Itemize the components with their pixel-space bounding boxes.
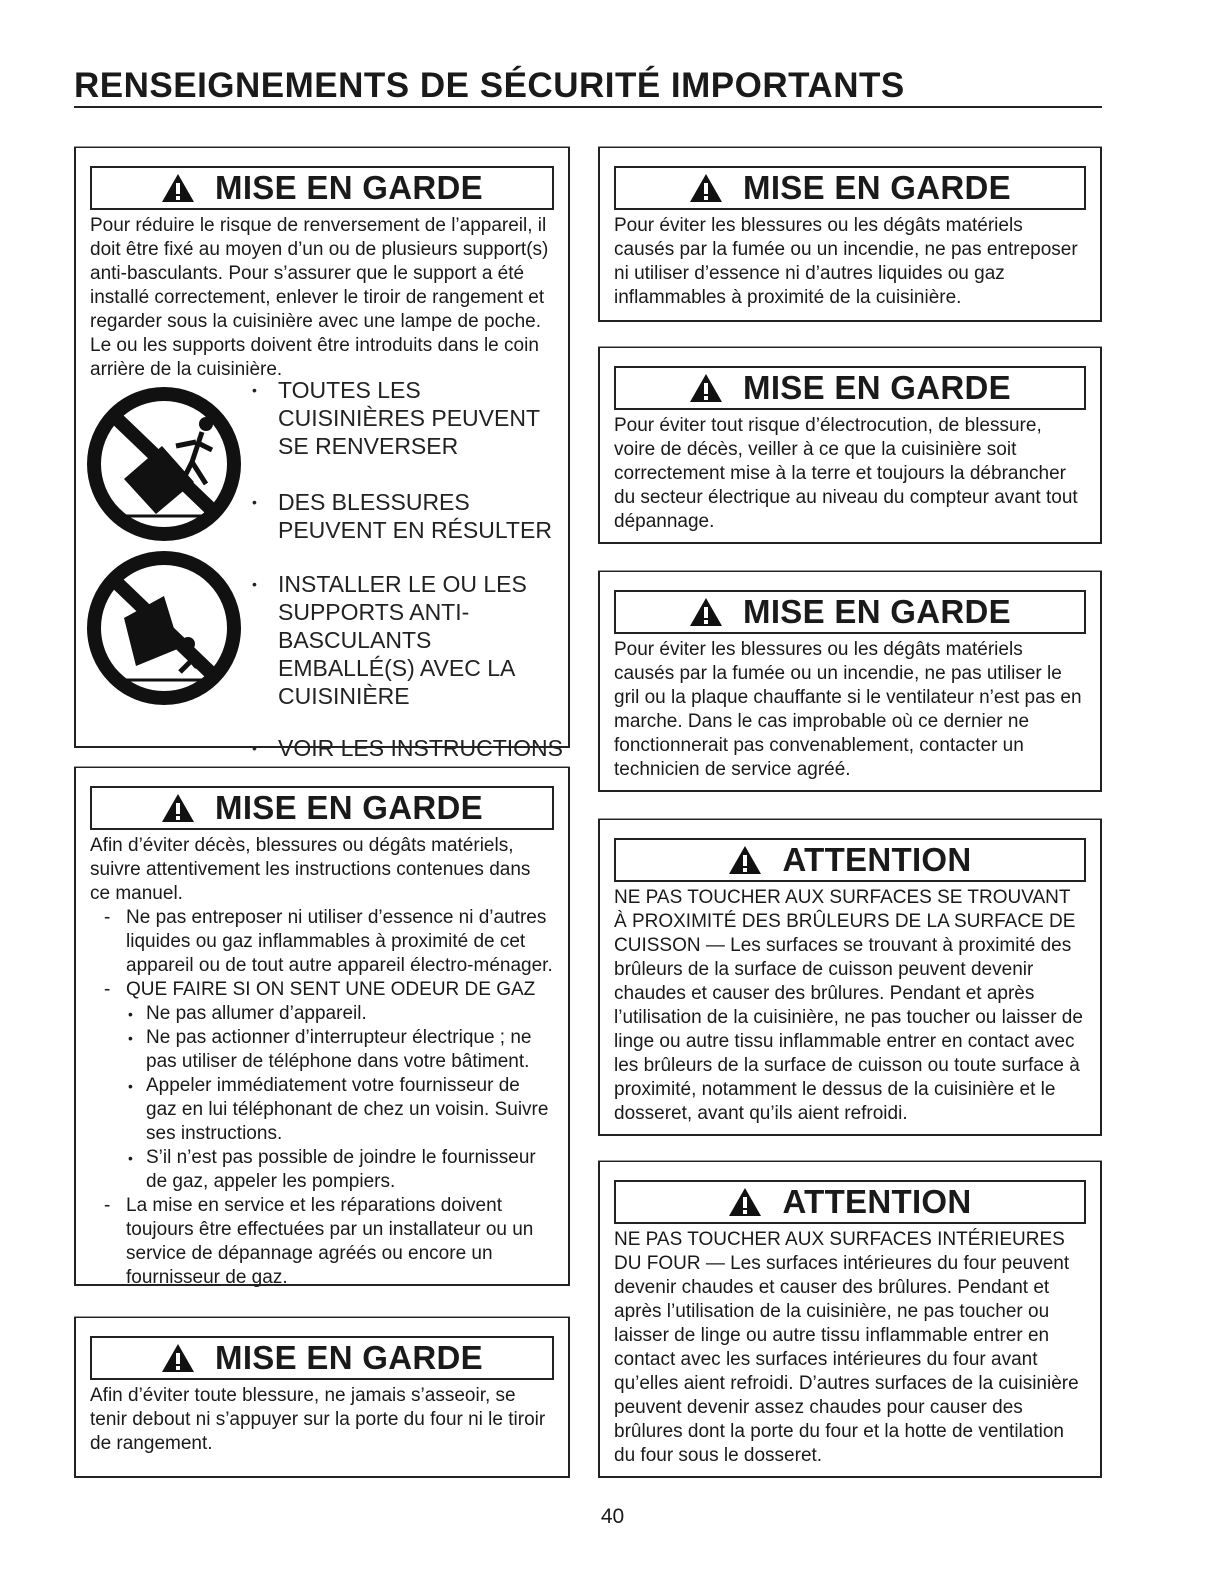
tip-over-bullet-list [252,376,572,790]
warning-header [90,1336,554,1380]
list-item-text: QUE FAIRE SI ON SENT UNE ODEUR DE GAZ [126,979,536,1000]
warning-header [90,166,554,210]
list-item: • VOIR LES INSTRUCTIONS [252,734,572,790]
caution-header [614,1180,1086,1224]
ventilation-warning-box [598,570,1102,792]
warning-header-label: MISE EN GARDE [215,789,483,826]
title-divider [74,106,1102,108]
list-item [104,906,554,978]
warning-triangle-icon [728,845,762,875]
warning-header-label: MISE EN GARDE [215,169,483,206]
flammable-storage-warning-box [598,146,1102,322]
list-item: • Ne pas actionner d’interrupteur électrique ; ne pas utiliser de téléphone dans votre bâtiment. [128,1026,554,1074]
oven-door-warning-box [74,1316,570,1478]
cooktop-surface-caution-box [598,818,1102,1136]
electrical-warning-text: Pour éviter tout risque d’électrocution, de blessure, voire de décès, veiller à ce que la cuisinière soit correctement mise à la terre et toujours la débrancher du secteur électrique au niveau du compteur avant tout dépannage. [614,415,1078,532]
gas-odor-steps-list [126,1002,554,1194]
warning-triangle-icon [689,173,723,203]
caution-header-label: ATTENTION [782,841,972,878]
list-item-text: La mise en service et les réparations doivent toujours être effectuées par un installateur ou un service de dépannage agréés ou encore un fournisseur de gaz. [126,1195,534,1288]
gas-warning-box [74,766,570,1286]
list-item: • Ne pas allumer d’appareil. [128,1002,554,1026]
warning-triangle-icon [728,1187,762,1217]
gas-warning-intro: Afin d’éviter décès, blessures ou dégâts matériels, suivre attentivement les instructions contenues dans ce manuel. [90,835,531,904]
caution-header-label: ATTENTION [782,1183,972,1220]
anti-tip-warning-box [74,146,570,761]
list-item: • S’il n’est pas possible de joindre le fournisseur de gaz, appeler les pompiers. [128,1146,554,1194]
tip-over-prohibited-icon [84,384,244,544]
warning-triangle-icon [161,1343,195,1373]
page-title: RENSEIGNEMENTS DE SÉCURITÉ IMPORTANTS [74,66,905,105]
ventilation-warning-text: Pour éviter les blessures ou les dégâts matériels causés par la fumée ou un incendie, ne pas utiliser le gril ou la plaque chauffante si le ventilateur n’est pas en marche. Dans le cas improbable où ce dernier ne fonctionnerait pas convenablement, contacter un technicien de service agréé. [614,639,1082,780]
warning-triangle-icon [161,173,195,203]
warning-header [90,786,554,830]
warning-header [614,590,1086,634]
warning-header-label: MISE EN GARDE [215,1339,483,1376]
anti-tip-instructions: Pour réduire le risque de renversement de l’appareil, il doit être fixé au moyen d’un ou de plusieurs support(s) anti-basculants. Pour s’assurer que le support a été installé correctement, enlever le tiroir de rangement et regarder sous la cuisinière avec une lampe de poche. Le ou les supports doivent être introduits dans le coin arrière de la cuisinière. [90,215,549,380]
list-item: • Appeler immédiatement votre fournisseur de gaz en lui téléphonant de chez un voisin. Suivre ses instructions. [128,1074,554,1146]
warning-header [614,166,1086,210]
warning-header-label: MISE EN GARDE [743,369,1011,406]
warning-triangle-icon [689,597,723,627]
list-item: • TOUTES LES CUISINIÈRES PEUVENT SE RENVERSER [252,376,572,460]
caution-header [614,838,1086,882]
gas-instructions-list [90,906,554,1290]
electrical-warning-box [598,346,1102,544]
list-item: • DES BLESSURES PEUVENT EN RÉSULTER [252,488,572,544]
warning-header-label: MISE EN GARDE [743,169,1011,206]
oven-interior-caution-box [598,1160,1102,1478]
warning-header-label: MISE EN GARDE [743,593,1011,630]
oven-interior-caution-text: NE PAS TOUCHER AUX SURFACES INTÉRIEURES DU FOUR — Les surfaces intérieures du four peuvent devenir chaudes et causer des brûlures. Pendant et après l’utilisation de la cuisinière, ne pas toucher ou laisser de linge ou autre tissu inflammable entrer en contact avec les surfaces intérieures du four avant qu’elles aient refroidi. D’autres surfaces de la cuisinière peuvent devenir assez chaudes pour causer des brûlures dont la porte du four et la hotte de ventilation du four sous le dosseret. [614,1229,1079,1466]
warning-triangle-icon [689,373,723,403]
list-item [104,978,554,1194]
child-tip-over-prohibited-icon [84,548,244,708]
page-number: 40 [600,1505,625,1528]
cooktop-surface-caution-text: NE PAS TOUCHER AUX SURFACES SE TROUVANT À PROXIMITÉ DES BRÛLEURS DE LA SURFACE DE CUISSON — Les surfaces se trouvant à proximité des brûleurs de la surface de cuisson peuvent devenir chaudes et causer des brûlures. Pendant et après l’utilisation de la cuisinière, ne pas toucher ou laisser de linge ou autre tissu inflammable entrer en contact avec les brûleurs de la surface de cuisson ou toute surface à proximité, notamment le dessus de la cuisinière et le dosseret, avant qu’ils aient refroidi. [614,887,1083,1124]
warning-triangle-icon [161,793,195,823]
list-item: • INSTALLER LE OU LES SUPPORTS ANTI-BASCULANTS EMBALLÉ(S) AVEC LA CUISINIÈRE [252,570,572,710]
list-item [104,1194,554,1290]
warning-header [614,366,1086,410]
oven-door-warning-text: Afin d’éviter toute blessure, ne jamais s’asseoir, se tenir debout ni s’appuyer sur la porte du four ni le tiroir de rangement. [90,1385,546,1454]
flammable-storage-text: Pour éviter les blessures ou les dégâts matériels causés par la fumée ou un incendie, ne pas entreposer ni utiliser d’essence ni d’autres liquides ou gaz inflammables à proximité de la cuisinière. [614,215,1078,308]
list-item-text: Ne pas entreposer ni utiliser d’essence ni d’autres liquides ou gaz inflammables à proximité de cet appareil ou de tout autre appareil électro-ménager. [126,907,553,976]
